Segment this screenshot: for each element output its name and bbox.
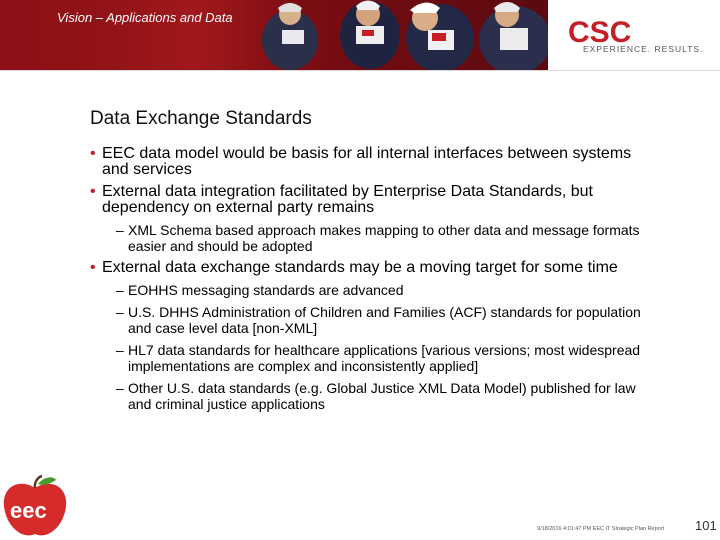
dash-icon: – <box>116 342 124 358</box>
header-banner <box>0 0 548 70</box>
bullet-text: External data integration facilitated by Enterprise Data Standards, but dependency on external party remains <box>102 183 593 216</box>
sub-bullet-text: EOHHS messaging standards are advanced <box>128 282 404 298</box>
sub-bullet-text: Other U.S. data standards (e.g. Global Justice XML Data Model) published for law and criminal justice applications <box>128 380 636 412</box>
bullet-item <box>90 260 650 276</box>
sub-bullet-text: U.S. DHHS Administration of Children and Families (ACF) standards for population and case level data [non-XML] <box>128 304 641 336</box>
sub-bullet-item <box>90 282 650 298</box>
bullet-icon: • <box>90 183 96 200</box>
sub-bullet-item <box>90 380 650 412</box>
bullet-icon: • <box>90 145 96 162</box>
brand-tagline: EXPERIENCE. RESULTS. <box>583 44 704 54</box>
eec-apple-logo-icon <box>0 474 70 540</box>
header-divider <box>0 70 720 71</box>
dash-icon: – <box>116 222 124 238</box>
dash-icon: – <box>116 282 124 298</box>
bullet-icon: • <box>90 259 96 276</box>
logo-text: CSC <box>568 16 632 49</box>
sub-bullet-item <box>90 222 650 254</box>
dash-icon: – <box>116 304 124 320</box>
dash-icon: – <box>116 380 124 396</box>
sub-bullet-item <box>90 304 650 336</box>
bullet-text: EEC data model would be basis for all internal interfaces between systems and services <box>102 145 632 178</box>
eec-logo-text: eec <box>10 498 47 523</box>
header <box>0 0 720 70</box>
sub-bullet-item <box>90 342 650 374</box>
sub-bullet-text: HL7 data standards for healthcare applications [various versions; most widespread implementations are complex and inconsistently applied] <box>128 342 641 374</box>
csc-logo-icon <box>560 10 720 70</box>
footer-meta: 9/18/2016 4:01:47 PM EEC IT Strategic Plan Report <box>537 526 665 532</box>
sub-bullet-text: XML Schema based approach makes mapping to other data and message formats easier and should be adopted <box>128 222 640 254</box>
bullet-text: External data exchange standards may be a moving target for some time <box>102 259 618 276</box>
slide-title: Data Exchange Standards <box>90 108 312 129</box>
bullet-list <box>90 146 650 418</box>
bullet-item <box>90 146 650 178</box>
bullet-item <box>90 184 650 216</box>
banner-title: Vision – Applications and Data <box>57 10 233 25</box>
page-number: 101 <box>695 518 717 533</box>
